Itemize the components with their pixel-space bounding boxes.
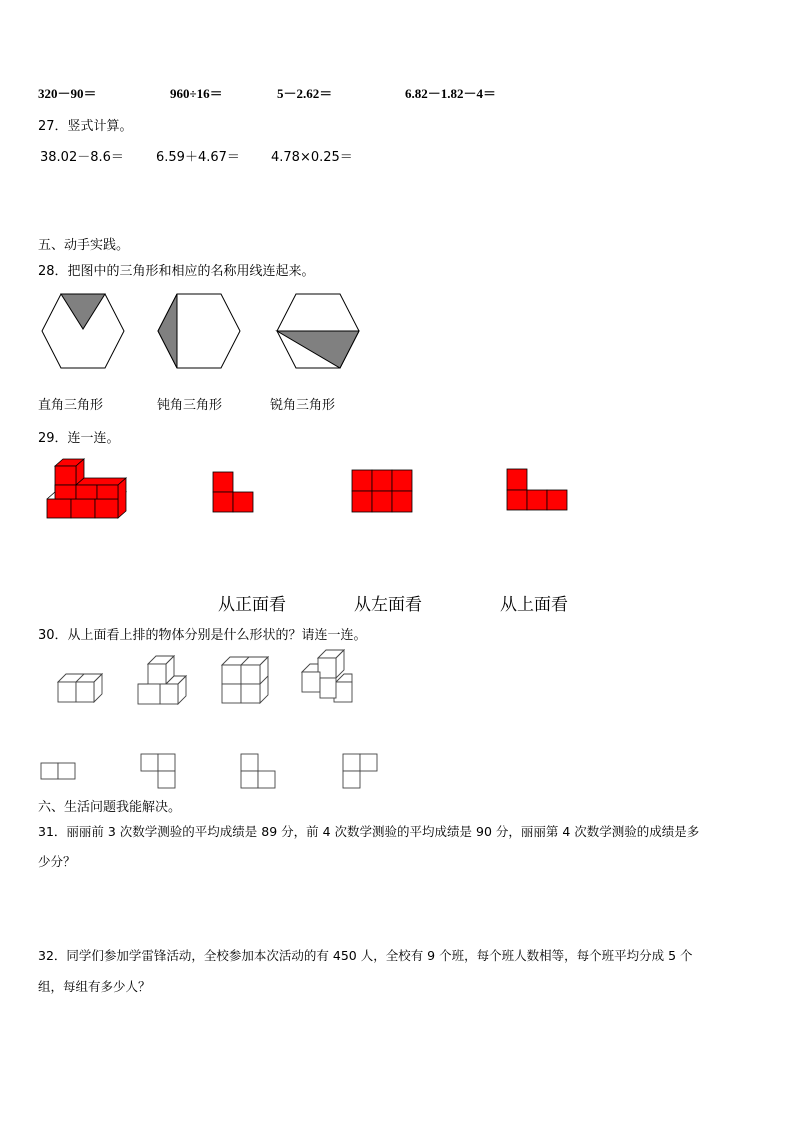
red-cube-stack-3d [44,458,128,522]
q27-item-2: 6.59＋4.67＝ [156,150,240,165]
hexagon-figure-2 [156,292,242,372]
q31-line1: 31．丽丽前 3 次数学测验的平均成绩是 89 分，前 4 次数学测验的平均成绩是 90 分，丽丽第 4 次数学测验的成绩是多 [38,824,700,839]
cube-group-1 [56,666,104,704]
red-view-2x3-grid [351,469,413,513]
top-view-option-4 [342,753,378,789]
section5-heading: 五、动手实践。 [38,238,130,253]
arith-item-3: 5－2.62＝ [277,86,333,101]
arith-item-2: 960÷16＝ [170,86,223,101]
arith-item-1: 320－90＝ [38,86,97,101]
hexagon-figure-3 [275,292,361,372]
q27-title: 27．竖式计算。 [38,119,133,134]
top-view-option-1 [40,762,76,780]
q28-name-right: 直角三角形 [38,398,104,413]
top-view-option-3 [240,753,276,789]
q29-title: 29．连一连。 [38,431,120,446]
q31-line2: 少分？ [38,854,76,869]
q30-title: 30．从上面看上排的物体分别是什么形状的？请连一连。 [38,628,367,643]
q28-title: 28．把图中的三角形和相应的名称用线连起来。 [38,264,315,279]
hexagon-figure-1 [40,292,126,372]
red-view-l-shape-small [212,471,256,513]
top-view-option-2 [140,753,176,789]
q28-name-acute: 锐角三角形 [270,398,336,413]
cube-group-3 [220,655,270,705]
view-label-top: 从上面看 [500,595,568,615]
section6-heading: 六、生活问题我能解决。 [38,800,182,815]
view-label-front: 从正面看 [218,595,286,615]
cube-group-2 [136,654,188,706]
cube-group-4 [300,648,354,704]
q27-item-3: 4.78×0.25＝ [271,150,353,165]
q32-line2: 组，每组有多少人？ [38,979,151,994]
q28-name-obtuse: 钝角三角形 [157,398,223,413]
q27-item-1: 38.02－8.6＝ [40,150,124,165]
arith-item-4: 6.82－1.82－4＝ [405,86,497,101]
view-label-left: 从左面看 [354,595,422,615]
red-view-l-shape-wide [506,468,570,512]
q32-line1: 32．同学们参加学雷锋活动，全校参加本次活动的有 450 人，全校有 9 个班，每个班人数相等，每个班平均分成 5 个 [38,948,693,963]
